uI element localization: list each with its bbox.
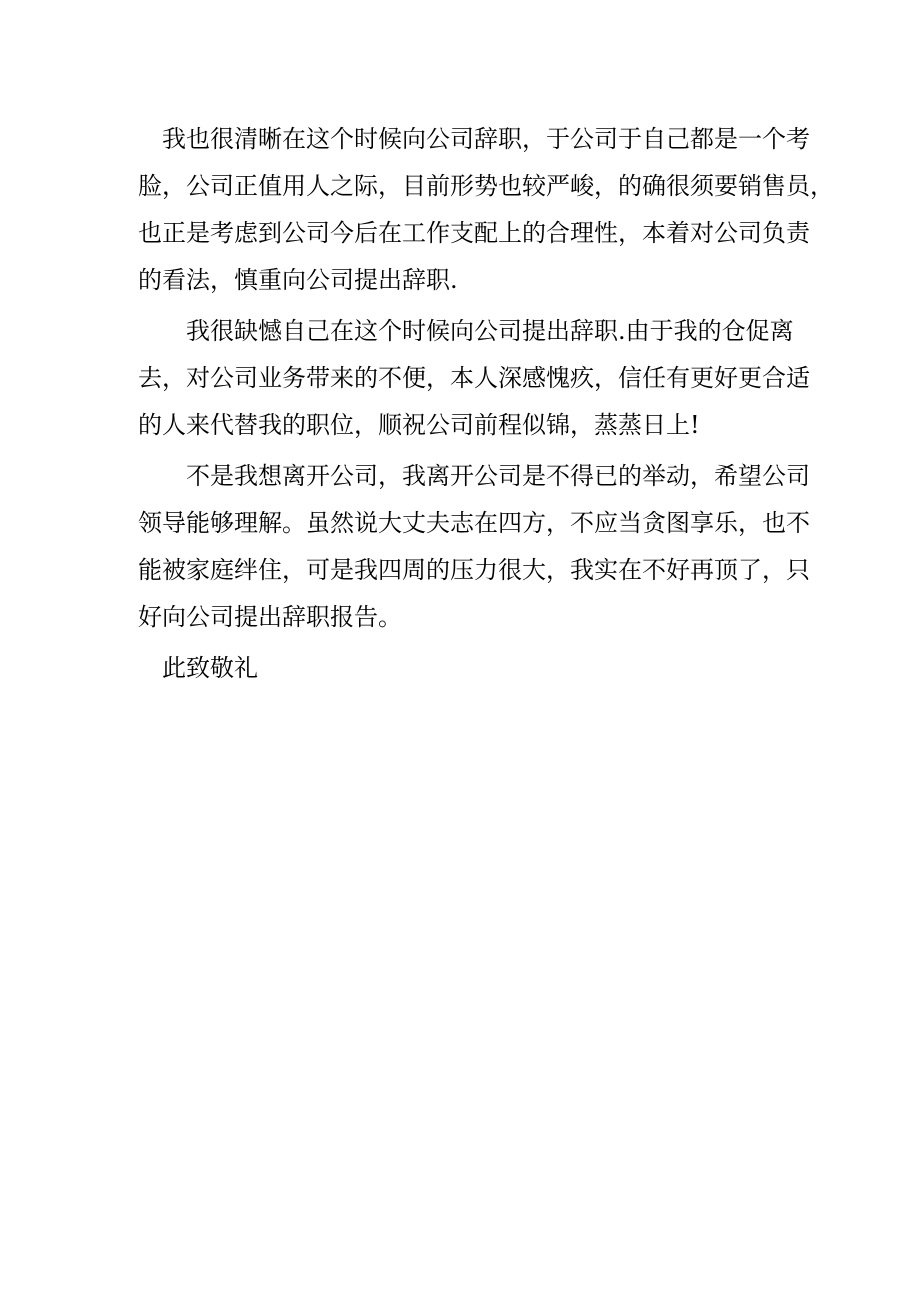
paragraph-2-line-1: 我很缺憾自己在这个时候向公司提出辞职.由于我的仓促离 [186, 317, 794, 345]
paragraph-2-line-2: 去，对公司业务带来的不便，本人深感愧疚，信任有更好更合适 [138, 364, 810, 392]
paragraph-2-line-3: 的人来代替我的职位，顺祝公司前程似锦，蒸蒸日上! [138, 411, 700, 439]
paragraph-3-line-2: 领导能够理解。虽然说大丈夫志在四方，不应当贪图享乐，也不 [138, 509, 810, 537]
paragraph-1-line-3: 也正是考虑到公司今后在工作支配上的合理性，本着对公司负责 [138, 219, 810, 247]
paragraph-1-line-1: 我也很清晰在这个时候向公司辞职，于公司于自己都是一个考 [162, 125, 810, 153]
paragraph-1-line-4: 的看法，慎重向公司提出辞职. [138, 266, 458, 294]
letter-body [138, 119, 834, 644]
paragraph-1 [138, 119, 834, 307]
paragraph-3-line-4: 好向公司提出辞职报告。 [138, 603, 402, 631]
paragraph-1-line-2: 脸，公司正值用人之际，目前形势也较严峻，的确很须要销售员， [138, 172, 834, 200]
paragraph-3 [138, 456, 810, 644]
closing-salutation: 此致敬礼 [162, 654, 258, 682]
paragraph-2 [138, 311, 810, 452]
paragraph-3-line-1: 不是我想离开公司，我离开公司是不得已的举动，希望公司 [186, 462, 810, 490]
paragraph-3-line-3: 能被家庭绊住，可是我四周的压力很大，我实在不好再顶了，只 [138, 556, 810, 584]
